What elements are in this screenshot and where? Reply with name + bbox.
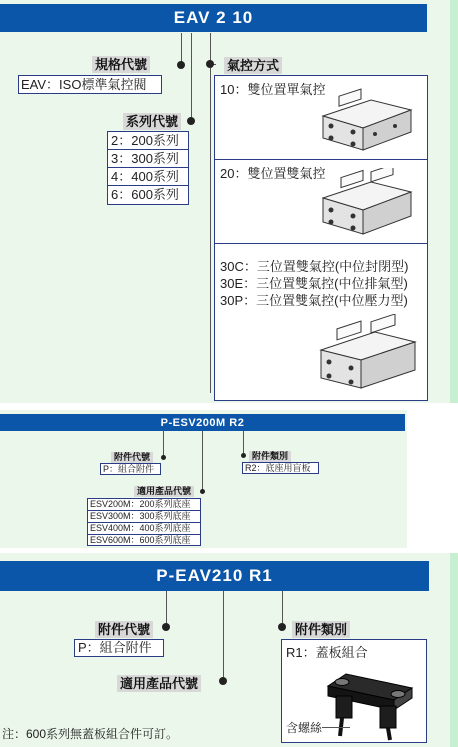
control-item-text: 30P：三位置雙氣控(中位壓力型): [220, 293, 408, 308]
s3-accessory-code-box: [74, 639, 164, 657]
s3-accessory-type-box: [281, 639, 427, 743]
s2-product-code-item: ESV600M：600系列底座: [90, 535, 191, 545]
control-item-text: 10：雙位置單氣控: [220, 82, 326, 97]
s2-product-code-item: ESV400M：400系列底座: [88, 523, 200, 535]
s3-accessory-code-dot: [162, 623, 170, 631]
s3-accessory-code-connector: [166, 591, 167, 627]
section2-header: [0, 414, 405, 431]
double-solenoid-valve-illustration: [315, 168, 415, 238]
section3-title: P-EAV210 R1: [156, 566, 273, 585]
spec-value: EAV：ISO標準氣控閥: [21, 77, 147, 92]
series-label: 系列代號: [123, 113, 181, 130]
control-dot: [206, 60, 214, 68]
series-list: [107, 131, 189, 205]
s2-product-code-list: [87, 498, 201, 546]
series-item: 4：400系列: [108, 168, 188, 186]
single-solenoid-valve-illustration: [315, 86, 415, 154]
control-item-text: 30C：三位置雙氣控(中位封閉型): [220, 259, 409, 274]
section2-title: P-ESV200M R2: [160, 416, 245, 429]
section1-header: [0, 4, 427, 32]
control-connector: [210, 33, 211, 393]
three-position-valve-illustration: [315, 314, 419, 394]
s3-product-code-label: 適用產品代號: [117, 675, 201, 692]
cover-plate-illustration: [324, 664, 424, 742]
s2-accessory-code-dot: [161, 455, 166, 460]
section1-title: EAV 2 10: [173, 8, 254, 27]
section3-header: [0, 561, 429, 591]
s2-accessory-code-label: 附件代號: [111, 452, 153, 463]
s2-accessory-type-dot: [241, 453, 246, 458]
s3-note: 注：600系列無蓋板組合件可訂。: [2, 727, 179, 741]
s3-product-code-connector: [223, 591, 224, 681]
series-item: 2：200系列: [108, 132, 188, 150]
control-item: [215, 160, 427, 244]
control-item: [215, 76, 427, 160]
s3-accessory-type-dot: [278, 623, 286, 631]
s2-product-code-item: ESV200M：200系列底座: [88, 499, 200, 511]
s2-accessory-code-connector: [163, 431, 164, 457]
s2-accessory-type-label: 附件類別: [249, 451, 291, 462]
control-item: [215, 244, 427, 400]
spec-label: 規格代號: [92, 56, 150, 73]
series-dot: [187, 117, 195, 125]
s3-product-code-dot: [219, 677, 227, 685]
screw-label-leader: [320, 727, 350, 728]
control-item-text: 20：雙位置雙氣控: [220, 166, 326, 181]
s3-accessory-type-label: 附件類別: [292, 621, 350, 638]
s3-accessory-code-label: 附件代號: [95, 621, 153, 638]
s2-product-code-connector: [202, 431, 203, 491]
s2-accessory-type-box: [242, 462, 319, 474]
series-connector: [191, 33, 192, 121]
s3-accessory-code-value: P：組合附件: [78, 640, 152, 655]
s3-accessory-type-value: R1：蓋板組合: [286, 645, 368, 660]
s2-accessory-code-box: [100, 463, 161, 475]
s2-product-code-label: 適用產品代號: [134, 486, 194, 497]
control-label: 氣控方式: [224, 57, 282, 74]
spec-dot: [177, 61, 185, 69]
s2-accessory-type-connector: [243, 431, 244, 455]
s2-accessory-type-value: R2：底座用盲板: [245, 463, 311, 473]
screw-label: 含螺絲: [286, 721, 323, 735]
s3-accessory-type-connector: [282, 591, 283, 627]
series-item: 6：600系列: [111, 187, 179, 202]
spec-value-box: [18, 75, 162, 94]
series-item: 3：300系列: [108, 150, 188, 168]
control-item-text: 30E：三位置雙氣控(中位排氣型): [220, 276, 408, 291]
s2-product-code-item: ESV300M：300系列底座: [88, 511, 200, 523]
s2-product-code-dot: [200, 489, 205, 494]
control-list: [214, 75, 428, 401]
s2-accessory-code-value: P：組合附件: [103, 464, 155, 474]
